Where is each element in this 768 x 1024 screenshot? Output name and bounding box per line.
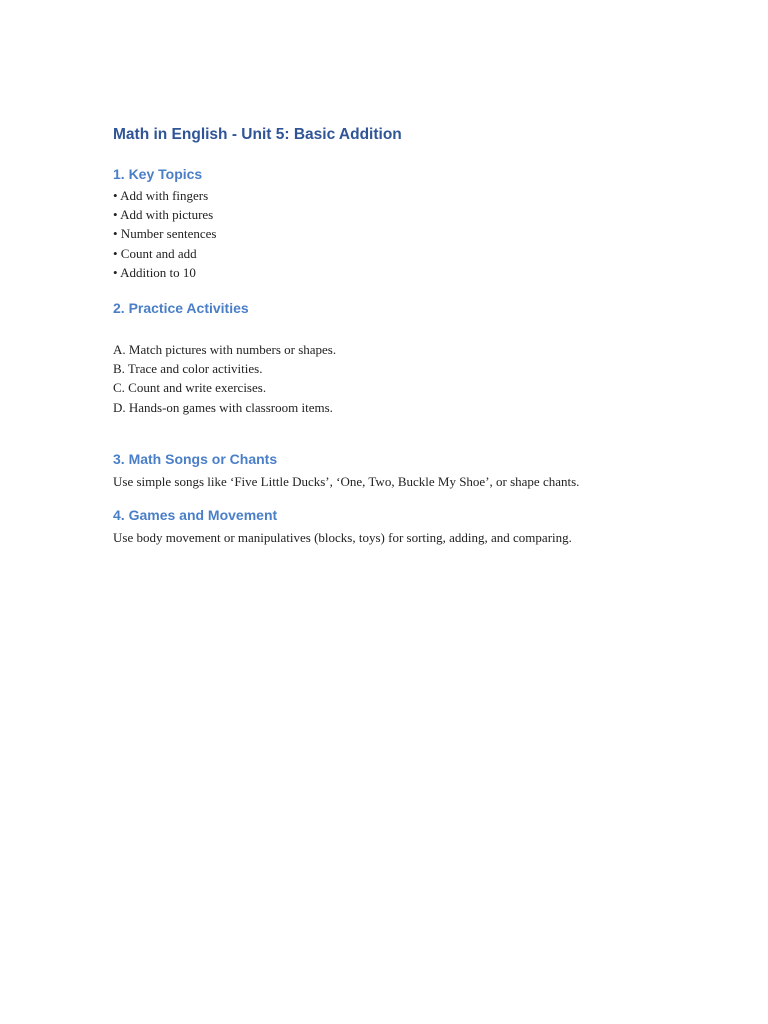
list-item: • Add with fingers — [113, 188, 209, 203]
section-paragraph: Use simple songs like ‘Five Little Ducks’, ‘One, Two, Buckle My Shoe’, or shape chants. — [113, 473, 580, 489]
list-item: • Count and add — [113, 245, 197, 261]
section-paragraph: Use body movement or manipulatives (blocks, toys) for sorting, adding, and comparing. — [113, 530, 572, 546]
section-heading-key-topics: 1. Key Topics — [113, 166, 203, 182]
section-math-songs — [113, 449, 713, 491]
section-heading-games-movement: 4. Games and Movement — [113, 507, 278, 524]
key-topics-list — [113, 186, 713, 282]
list-item: C. Count and write exercises. — [113, 380, 267, 396]
list-item: A. Match pictures with numbers or shapes. — [113, 342, 337, 358]
document-title: Math in English - Unit 5: Basic Addition — [113, 126, 402, 143]
section-heading-practice-activities: 2. Practice Activities — [113, 300, 249, 317]
list-item: • Add with pictures — [113, 207, 214, 223]
list-item: • Addition to 10 — [113, 264, 196, 280]
list-item: • Number sentences — [113, 226, 217, 242]
section-games-movement — [113, 505, 713, 547]
section-practice-activities — [113, 298, 713, 417]
document-page — [113, 124, 713, 547]
section-key-topics — [113, 164, 713, 282]
practice-activities-list — [113, 340, 713, 417]
list-item: D. Hands-on games with classroom items. — [113, 399, 333, 415]
section-heading-math-songs: 3. Math Songs or Chants — [113, 450, 278, 467]
list-item: B. Trace and color activities. — [113, 361, 263, 377]
